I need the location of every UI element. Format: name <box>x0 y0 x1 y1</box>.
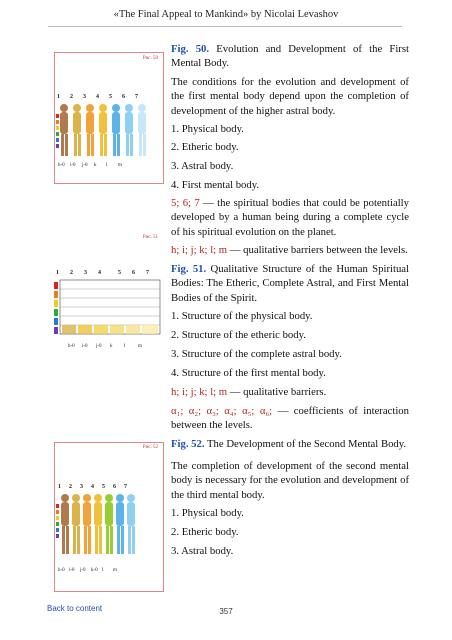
list-item-2: 2. Etheric body. <box>171 141 239 153</box>
back-to-content-link[interactable]: Back to content <box>47 604 103 613</box>
structure-item-4: 4. Structure of the first mental body. <box>171 367 326 379</box>
fig52-ref: Fig. 52. <box>171 438 205 450</box>
figure-51 <box>54 232 164 372</box>
astral-item: 3. Astral body. <box>171 545 234 557</box>
alpha-coefficients: α₁; α₂; α₃; α₄; α₅; α₆; <box>171 405 273 417</box>
paragraph-2 <box>171 196 409 239</box>
figure-51-structure-diagram <box>54 278 162 340</box>
fig51-title: Qualitative Structure of the Human Spiritual Bodies: The Etheric, Complete Astral, and First Mental Bodies of the Spirit. <box>171 263 409 304</box>
figure-50-levels: h-0 i-0 j-0 k l m <box>58 163 122 168</box>
structure-item-1: 1. Structure of the physical body. <box>171 310 313 322</box>
fig52-title: The Development of the Second Mental Body. <box>204 438 407 450</box>
figure-50-label: Рис. 50 <box>142 56 158 61</box>
figure-52-bodies-illustration <box>56 492 160 564</box>
list-item-1: 1. Physical body. <box>171 123 244 135</box>
etheric-item: 2. Etheric body. <box>171 526 239 538</box>
fig51-caption <box>171 262 409 305</box>
body-numbers: 5; 6; 7 <box>171 197 200 209</box>
paragraph-3-text: — qualitative barriers between the levels. <box>227 244 408 256</box>
fig50-title: Evolution and Development of the First Mental Body. <box>171 43 409 70</box>
barrier-letters-2: h; i; j; k; l; m <box>171 386 228 398</box>
list-item-4: 4. First mental body. <box>171 179 260 191</box>
figure-52-label: Рис. 52 <box>142 445 158 450</box>
paragraph-1: The conditions for the evolution and development of the first mental body depend upon the completion of development of the higher astral body. <box>171 76 409 117</box>
figure-50-numbers: 1 2 3 4 5 6 7 <box>57 94 138 100</box>
fig50-ref: Fig. 50. <box>171 43 210 55</box>
body-silhouettes <box>60 104 146 156</box>
figure-51-levels: h-0 i-0 j-0 k l m <box>68 344 142 349</box>
paragraph-3 <box>171 243 409 257</box>
fig52-caption <box>171 437 409 451</box>
paragraph-5-text: — coefficients of interaction between the levels. <box>171 405 409 432</box>
figure-50 <box>54 52 164 184</box>
figure-52-numbers: 1 2 3 4 5 6 7 <box>58 484 127 490</box>
figure-52-levels: h-0 i-0 j-0 k-0 l m <box>58 568 117 573</box>
paragraph-4 <box>171 385 409 399</box>
paragraph-4-text: — qualitative barriers. <box>227 386 327 398</box>
header-divider <box>48 26 402 27</box>
figure-51-numbers: 1 2 3 4 5 6 7 <box>56 270 149 276</box>
figure-52 <box>54 442 164 592</box>
paragraph-6: The completion of development of the second mental body is necessary for the evolution and development of the third mental body. <box>171 460 409 501</box>
fig51-ref: Fig. 51. <box>171 263 207 275</box>
figure-51-label: Рис. 51 <box>142 235 158 240</box>
paragraph-5 <box>171 404 409 433</box>
page-header: «The Final Appeal to Mankind» by Nicolai Levashov <box>113 9 339 20</box>
page-number: 357 <box>219 607 233 616</box>
list-item-3: 3. Astral body. <box>171 160 234 172</box>
paragraph-2-text: — the spiritual bodies that could be potentially developed by a human being during a complete cycle of his spiritual evolution on the planet. <box>171 197 409 238</box>
physical-item: 1. Physical body. <box>171 507 244 519</box>
structure-item-2: 2. Structure of the etheric body. <box>171 329 306 341</box>
figure-50-bodies-illustration <box>56 102 160 160</box>
fig50-caption <box>171 42 409 71</box>
structure-item-3: 3. Structure of the complete astral body. <box>171 348 342 360</box>
barrier-letters: h; i; j; k; l; m <box>171 244 228 256</box>
